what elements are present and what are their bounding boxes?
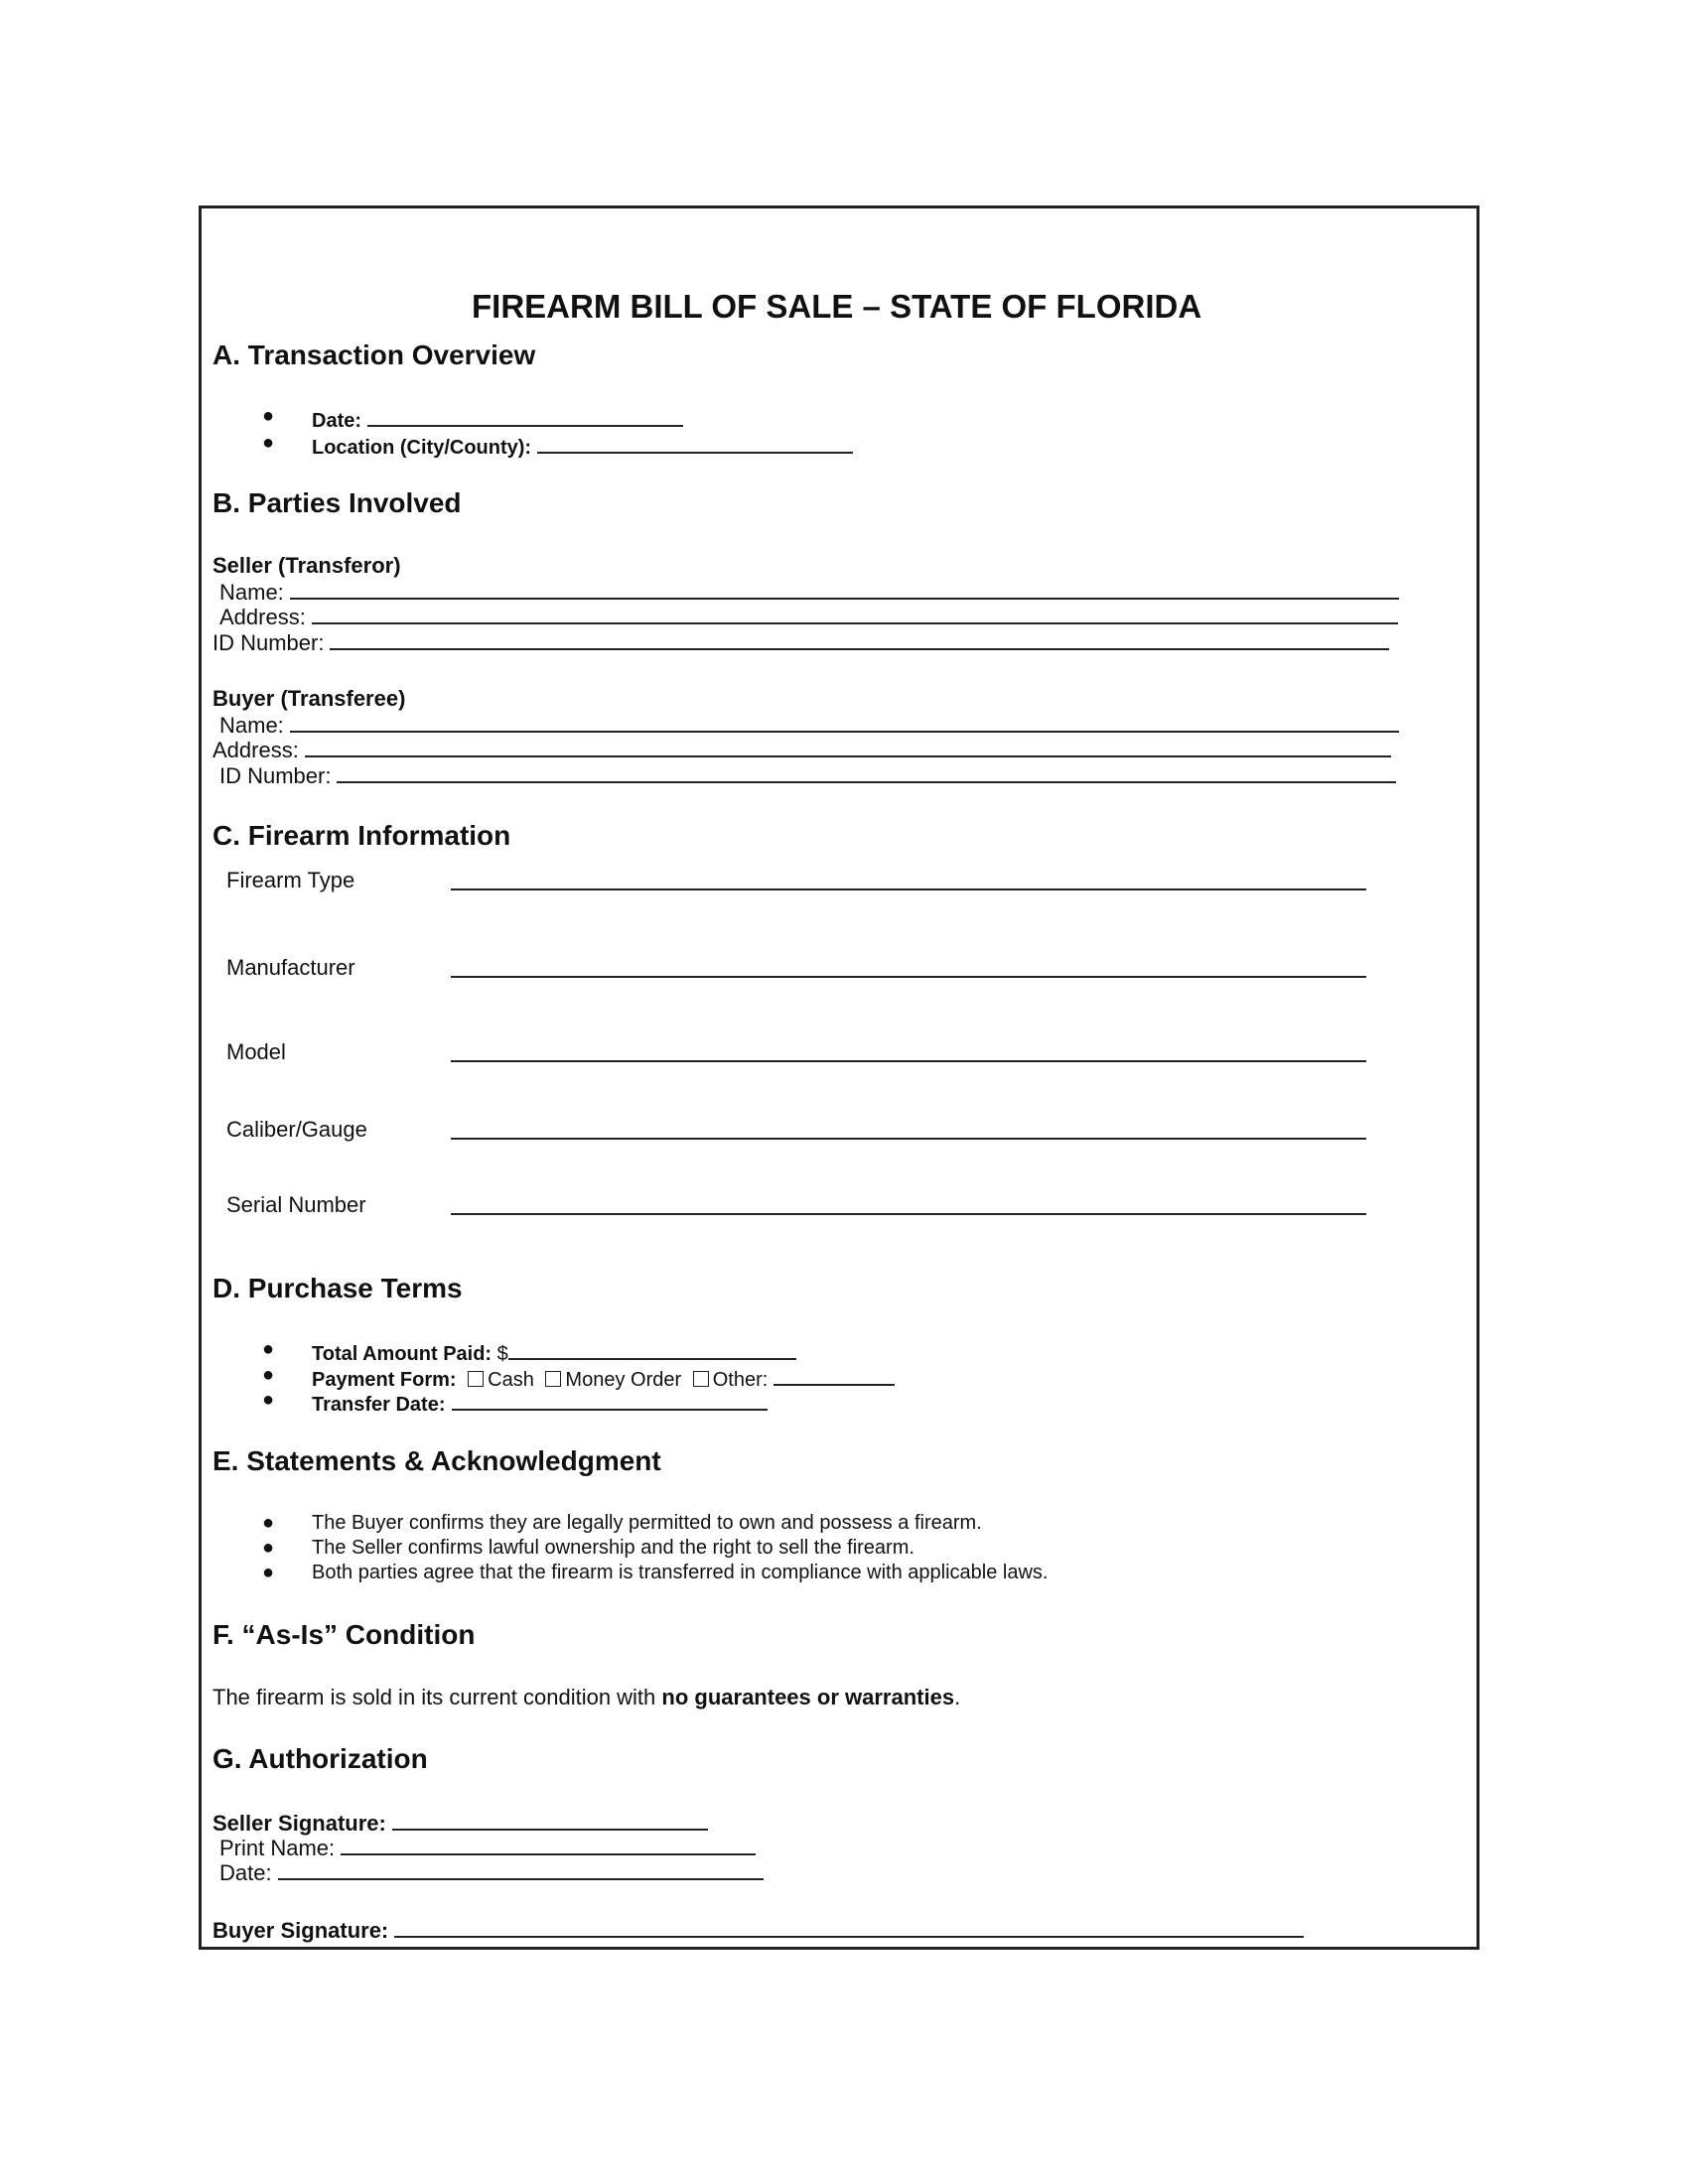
section-a-heading: A. Transaction Overview xyxy=(212,340,536,370)
buyer-signature-field[interactable] xyxy=(394,1916,1304,1938)
cash-checkbox[interactable] xyxy=(468,1371,484,1387)
cash-option-label: Cash xyxy=(488,1369,534,1391)
other-option-label: Other: xyxy=(712,1369,769,1391)
signature-date-row xyxy=(219,1858,764,1886)
buyer-name-row xyxy=(219,711,1399,739)
transfer-row: ● Transfer Date: xyxy=(262,1389,768,1417)
money-order-checkbox[interactable] xyxy=(545,1371,561,1387)
seller-name-row xyxy=(219,578,1399,606)
manufacturer-field[interactable] xyxy=(451,976,1366,978)
statement-text: The Seller confirms lawful ownership and the right to sell the firearm. xyxy=(312,1537,914,1559)
as-is-text: The firearm is sold in its current condition with xyxy=(212,1685,662,1709)
as-is-end: . xyxy=(954,1685,961,1709)
buyer-address-label: Address: xyxy=(212,738,299,762)
date-field[interactable] xyxy=(367,405,683,427)
location-field[interactable] xyxy=(537,432,853,454)
other-checkbox[interactable] xyxy=(693,1371,709,1387)
buyer-address-field[interactable] xyxy=(305,736,1391,757)
statement-item: ● The Buyer confirms they are legally permitted to own and possess a firearm. xyxy=(262,1512,982,1534)
payment-label: Payment Form: xyxy=(312,1369,457,1391)
amount-row: ● Total Amount Paid: $ xyxy=(262,1338,796,1366)
other-payment-field[interactable] xyxy=(774,1364,895,1386)
buyer-signature-label: Buyer Signature: xyxy=(212,1918,389,1943)
model-field[interactable] xyxy=(451,1060,1366,1062)
seller-signature-label: Seller Signature: xyxy=(212,1811,386,1836)
caliber-gauge-label: Caliber/Gauge xyxy=(226,1117,367,1142)
seller-heading: Seller (Transferor) xyxy=(212,553,401,578)
money-order-option-label: Money Order xyxy=(565,1369,682,1391)
serial-number-label: Serial Number xyxy=(226,1192,366,1217)
statement-text: The Buyer confirms they are legally permitted to own and possess a firearm. xyxy=(312,1512,982,1534)
print-name-label: Print Name: xyxy=(219,1836,336,1860)
buyer-heading: Buyer (Transferee) xyxy=(212,686,406,711)
print-name-field[interactable] xyxy=(341,1834,756,1855)
seller-signature-row xyxy=(212,1809,708,1837)
section-c-heading: C. Firearm Information xyxy=(212,820,511,851)
buyer-name-label: Name: xyxy=(219,713,284,738)
page-title: FIREARM BILL OF SALE – STATE OF FLORIDA xyxy=(472,288,1202,325)
transfer-date-field[interactable] xyxy=(452,1389,768,1411)
seller-address-row xyxy=(219,603,1398,630)
amount-field[interactable] xyxy=(508,1338,796,1360)
location-row: ● Location (City/County): xyxy=(262,432,853,460)
location-label: Location (City/County): xyxy=(312,437,532,459)
amount-label: Total Amount Paid: xyxy=(312,1343,492,1365)
statement-text: Both parties agree that the firearm is transferred in compliance with applicable laws. xyxy=(312,1562,1049,1583)
buyer-id-label: ID Number: xyxy=(219,763,332,788)
statement-item: ● Both parties agree that the firearm is transferred in compliance with applicable laws. xyxy=(262,1562,1049,1583)
amount-prefix: $ xyxy=(496,1343,508,1365)
buyer-address-row xyxy=(212,736,1391,763)
buyer-id-row xyxy=(219,761,1396,789)
model-label: Model xyxy=(226,1039,286,1064)
manufacturer-label: Manufacturer xyxy=(226,955,355,980)
buyer-id-field[interactable] xyxy=(337,761,1396,783)
seller-id-row xyxy=(212,628,1389,656)
date-label: Date: xyxy=(312,410,362,432)
section-d-heading: D. Purchase Terms xyxy=(212,1273,463,1303)
statement-item: ● The Seller confirms lawful ownership and the right to sell the firearm. xyxy=(262,1537,914,1559)
firearm-type-label: Firearm Type xyxy=(226,868,355,892)
transfer-label: Transfer Date: xyxy=(312,1394,446,1416)
buyer-name-field[interactable] xyxy=(290,711,1399,733)
seller-address-label: Address: xyxy=(219,605,306,629)
payment-row: ● Payment Form: Cash Money Order Other: xyxy=(262,1364,895,1392)
section-b-heading: B. Parties Involved xyxy=(212,487,462,518)
section-f-heading: F. “As-Is” Condition xyxy=(212,1619,476,1650)
seller-id-label: ID Number: xyxy=(212,630,325,655)
buyer-signature-row xyxy=(212,1916,1304,1944)
section-e-heading: E. Statements & Acknowledgment xyxy=(212,1445,661,1476)
signature-date-field[interactable] xyxy=(278,1858,764,1880)
as-is-bold-text: no guarantees or warranties xyxy=(661,1685,955,1709)
seller-address-field[interactable] xyxy=(312,603,1398,624)
seller-signature-field[interactable] xyxy=(392,1809,708,1831)
as-is-statement xyxy=(212,1685,960,1710)
signature-date-label: Date: xyxy=(219,1860,272,1885)
seller-name-field[interactable] xyxy=(290,578,1399,600)
serial-number-field[interactable] xyxy=(451,1213,1366,1215)
print-name-row xyxy=(219,1834,756,1861)
seller-id-field[interactable] xyxy=(330,628,1389,650)
firearm-type-field[interactable] xyxy=(451,888,1366,890)
seller-name-label: Name: xyxy=(219,580,284,605)
section-g-heading: G. Authorization xyxy=(212,1743,428,1774)
caliber-gauge-field[interactable] xyxy=(451,1138,1366,1140)
date-row: ● Date: xyxy=(262,405,683,433)
